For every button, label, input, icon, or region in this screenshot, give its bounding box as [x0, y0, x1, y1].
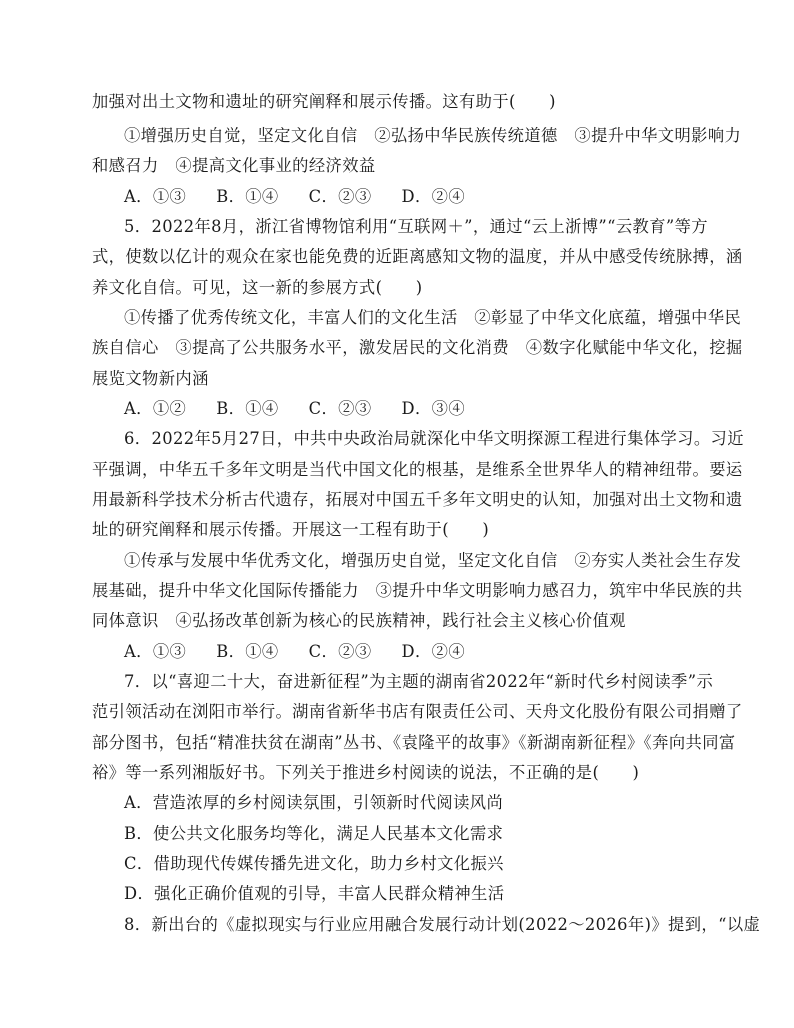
option-b: B．①④	[216, 642, 279, 661]
text-line: 范引领活动在浏阳市举行。湖南省新华书店有限责任公司、天舟文化股份有限公司捐赠了	[92, 702, 743, 721]
text-line: 式，使数以亿计的观众在家也能免费的近距离感知文物的温度，并从中感受传统脉搏，涵	[92, 247, 743, 266]
answer-options-q5	[124, 399, 744, 419]
text-line: 族自信心 ③提高了公共服务水平，激发居民的文化消费 ④数字化赋能中华文化，挖掘	[92, 338, 743, 357]
text-line: 加强对出土文物和遗址的研究阐释和展示传播。这有助于( )	[92, 92, 556, 111]
option-c: C．②③	[308, 642, 372, 661]
option-c: C．②③	[308, 187, 372, 206]
text-line: 部分图书，包括“精准扶贫在湖南”丛书、《袁隆平的故事》《新湖南新征程》《奔向共同富	[92, 733, 736, 752]
answer-options-q6	[124, 642, 744, 662]
text-line: 平强调，中华五千多年文明是当代中国文化的根基，是维系全世界华人的精神纽带。要运	[92, 460, 743, 479]
question-7-text: 7．以“喜迎二十大，奋进新征程”为主题的湖南省2022年“新时代乡村阅读季”示	[124, 672, 714, 691]
answer-options-q4	[124, 187, 744, 207]
text-line: ①传播了优秀传统文化，丰富人们的文化生活 ②彰显了中华文化底蕴，增强中华民	[124, 308, 742, 327]
option-d: D．③④	[401, 399, 466, 418]
text-line: 址的研究阐释和展示传播。开展这一工程有助于( )	[92, 520, 490, 539]
choice-b: B．使公共文化服务均等化，满足人民基本文化需求	[124, 824, 504, 843]
text-line: 和感召力 ④提高文化事业的经济效益	[92, 156, 376, 175]
option-d: D．②④	[401, 187, 466, 206]
option-a: A．①②	[124, 399, 187, 418]
choice-c: C．借助现代传媒传播先进文化，助力乡村文化振兴	[124, 854, 504, 873]
question-8-text: 8．新出台的《虚拟现实与行业应用融合发展行动计划(2022～2026年)》提到，“以虚	[124, 915, 761, 934]
option-c: C．②③	[308, 399, 372, 418]
text-line: 裕》等一系列湘版好书。下列关于推进乡村阅读的说法，不正确的是( )	[92, 763, 640, 782]
text-line: ①增强历史自觉，坚定文化自信 ②弘扬中华民族传统道德 ③提升中华文明影响力	[124, 126, 742, 145]
text-line: 同体意识 ④弘扬改革创新为核心的民族精神，践行社会主义核心价值观	[92, 611, 626, 630]
text-line: 展基础，提升中华文化国际传播能力 ③提升中华文明影响力感召力，筑牢中华民族的共	[92, 581, 743, 600]
choice-d: D．强化正确价值观的引导，丰富人民群众精神生活	[124, 884, 505, 903]
option-a: A．①③	[124, 642, 187, 661]
choice-a: A．营造浓厚的乡村阅读氛围，引领新时代阅读风尚	[124, 793, 504, 812]
text-line: 养文化自信。可见，这一新的参展方式( )	[92, 278, 423, 297]
text-line: 展览文物新内涵	[92, 369, 209, 388]
text-line: 用最新科学技术分析古代遗存，拓展对中国五千多年文明史的认知，加强对出土文物和遗	[92, 490, 743, 509]
option-b: B．①④	[216, 399, 279, 418]
option-d: D．②④	[401, 642, 466, 661]
option-a: A．①③	[124, 187, 187, 206]
text-line: ①传承与发展中华优秀文化，增强历史自觉，坚定文化自信 ②夯实人类社会生存发	[124, 551, 742, 570]
option-b: B．①④	[216, 187, 279, 206]
question-6-text: 6．2022年5月27日，中共中央政治局就深化中华文明探源工程进行集体学习。习近	[124, 429, 744, 448]
question-5-text: 5．2022年8月，浙江省博物馆利用“互联网＋”，通过“云上浙博”“云教育”等方	[124, 217, 708, 236]
